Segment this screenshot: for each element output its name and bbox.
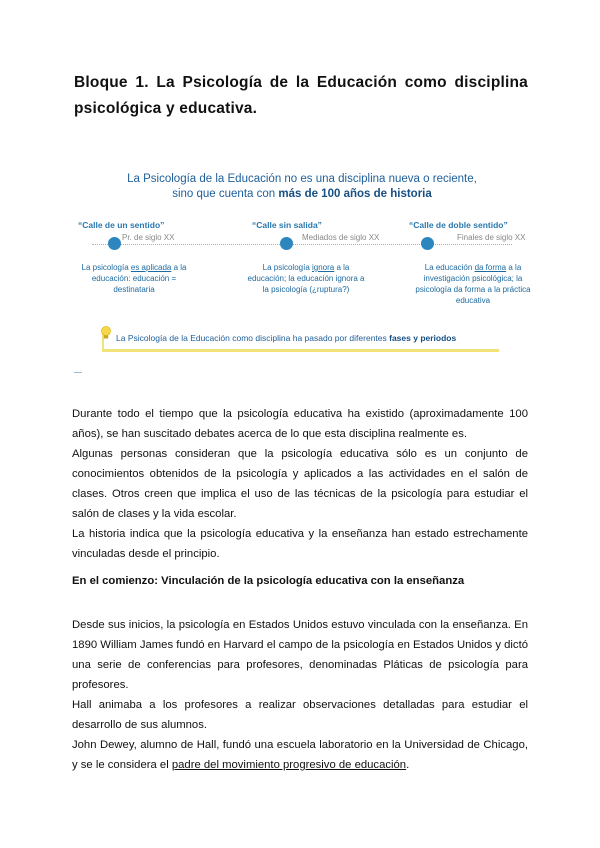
decorative-mark: [74, 372, 82, 373]
infographic-header-line2-prefix: sino que cuenta con: [172, 188, 279, 200]
phase-label: “Calle sin salida”: [252, 220, 322, 230]
paragraph-end: .: [406, 759, 410, 771]
phase-description: [74, 262, 194, 295]
phase-label: “Calle de doble sentido”: [409, 220, 508, 230]
phase-period: Finales de siglo XX: [457, 233, 526, 242]
timeline-dot: [108, 237, 121, 250]
infographic-header-line2-bold: más de 100 años de historia: [278, 188, 432, 200]
phase-desc-post: a la investigación psicológica; la psicología da forma a la práctica educativa: [415, 263, 531, 305]
phase-desc-underlined: es aplicada: [130, 263, 172, 272]
section-heading: En el comienzo: Vinculación de la psicología educativa con la enseñanza: [72, 575, 465, 587]
paragraph: Desde sus inicios, la psicología en Estados Unidos estuvo vinculada con la enseñanza. En 1890 William James fundó en Harvard el campo de la psicología en Estados Unidos y dictó una serie de conferencias para profesores, denominadas Pláticas de psicología para profesores.: [72, 619, 528, 691]
phase-desc-post: a la educación: educación = destinataria: [91, 263, 187, 294]
highlight-text-bold: fases y periodos: [389, 333, 457, 343]
infographic-header-line1: La Psicología de la Educación no es una disciplina nueva o reciente,: [127, 173, 477, 185]
timeline-phase-1: [78, 220, 228, 294]
document-title: Bloque 1. La Psicología de la Educación como disciplina psicológica y educativa.: [74, 74, 528, 117]
paragraph: Algunas personas consideran que la psicología educativa sólo es un conjunto de conocimientos obtenidos de la psicología y aplicados a las actividades en el salón de clases. Otros creen que implica el uso de las técnicas de la psicología para estudiar el salón de clases y la vida escolar.: [72, 448, 528, 520]
timeline-dot: [421, 237, 434, 250]
phase-desc-pre: La psicología: [262, 263, 312, 272]
highlight-text-prefix: La Psicología de la Educación como disciplina ha pasado por diferentes: [116, 333, 390, 343]
timeline-phase-2: [247, 220, 402, 294]
timeline-phase-3: [409, 220, 559, 305]
paragraph-text: John Dewey, alumno de Hall, fundó una escuela laboratorio en la Universidad de Chicago, y se le considera el: [72, 739, 528, 771]
phase-desc-pre: La educación: [424, 263, 475, 272]
phase-description: [413, 262, 533, 306]
phase-period: Mediados de siglo XX: [302, 233, 380, 242]
phase-period: Pr. de siglo XX: [122, 233, 175, 242]
timeline-dot: [280, 237, 293, 250]
infographic-header-line2: [72, 187, 532, 202]
infographic: [72, 170, 532, 385]
underlined-phrase: padre del movimiento progresivo de educación: [171, 759, 407, 771]
phase-desc-underlined: ignora: [312, 263, 335, 272]
infographic-header: [72, 172, 532, 202]
phase-description: [246, 262, 366, 295]
intro-paragraphs: [72, 404, 528, 564]
phase-desc-underlined: da forma: [474, 263, 507, 272]
phase-label: “Calle de un sentido”: [78, 220, 165, 230]
paragraph: Hall animaba a los profesores a realizar observaciones detalladas para estudiar el desarrollo de sus alumnos.: [72, 699, 528, 731]
paragraph: La historia indica que la psicología educativa y la enseñanza han estado estrechamente vinculadas desde el principio.: [72, 528, 528, 560]
lightbulb-icon: [100, 326, 112, 340]
phase-desc-pre: La psicología: [81, 263, 131, 272]
phase-desc-post: a la educación; la educación ignora a la psicología (¿ruptura?): [247, 263, 365, 294]
timeline-line: [92, 244, 512, 247]
history-paragraphs: [72, 615, 528, 775]
highlight-text: [116, 333, 456, 343]
paragraph: Durante todo el tiempo que la psicología educativa ha existido (aproximadamente 100 años), se han suscitado debates acerca de lo que esta disciplina realmente es.: [72, 408, 528, 440]
paragraph: [72, 735, 528, 775]
